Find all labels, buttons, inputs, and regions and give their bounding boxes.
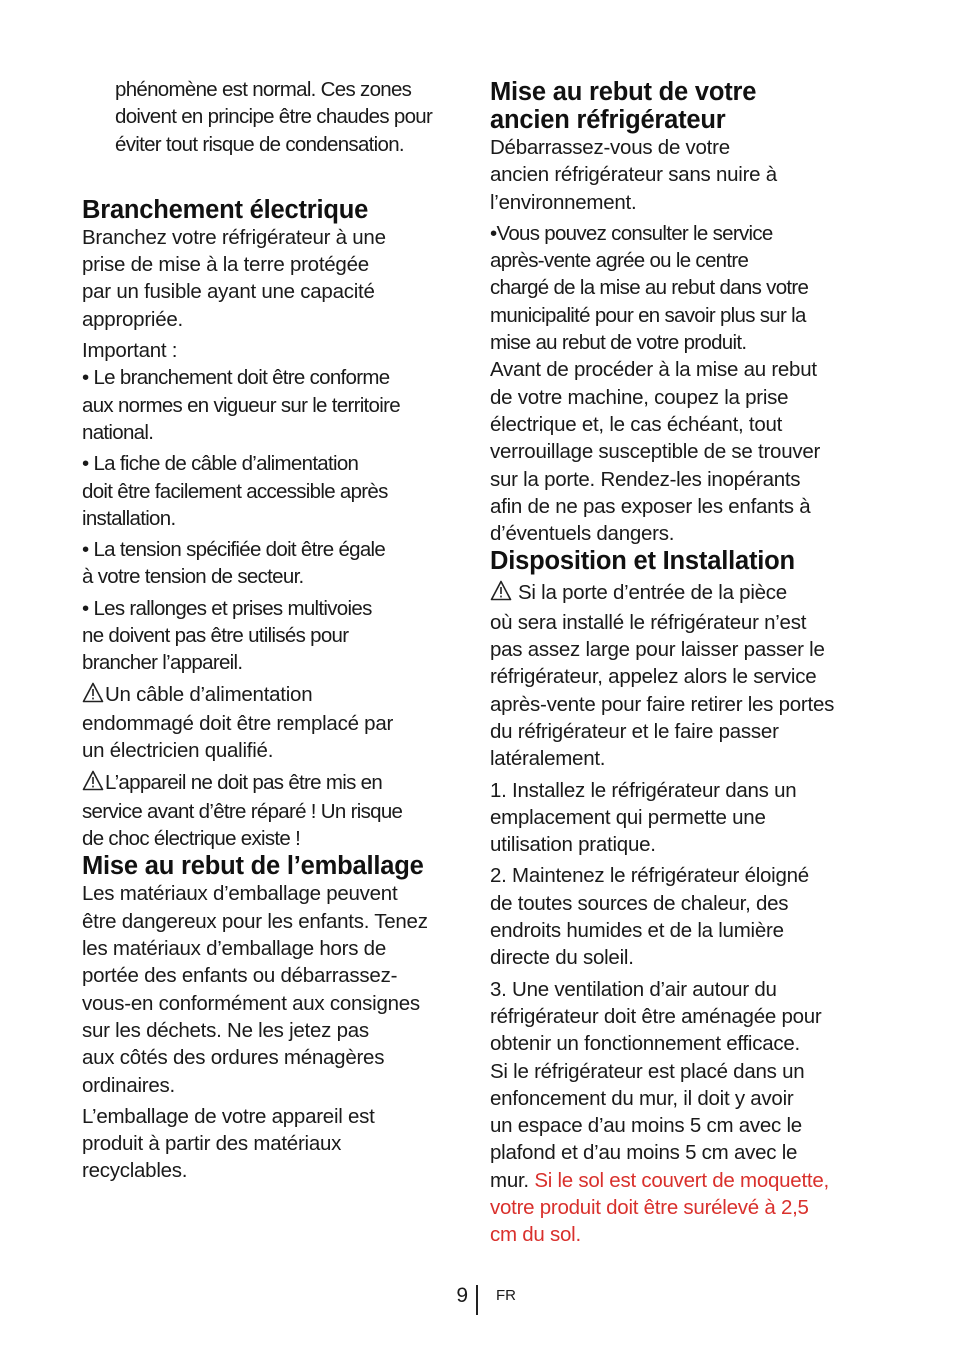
carpet-note: Si le sol est couvert de moquette, <box>534 1168 829 1192</box>
emballage-paragraph-2: L’emballage de votre appareil est produit à partir des matériaux recyclables. <box>82 1104 375 1183</box>
bullet-voltage: • La tension spécifiée doit être égale à votre tension de secteur. <box>82 538 386 589</box>
step-2: 2. Maintenez le réfrigérateur éloigné de toutes sources de chaleur, des endroits humides et de la lumière directe du soleil. <box>490 864 809 970</box>
page-footer <box>0 1282 954 1322</box>
right-column <box>490 76 880 1249</box>
warning-triangle-icon <box>82 682 104 710</box>
disposition-warning: Si la porte d’entrée de la pièce où sera installé le réfrigérateur n’est pas assez large pour laisser passer le réfrigérateur, appelez alors le service après-vente pour faire retirer les portes du réfrigérateur et le faire passer latéralement. <box>490 581 835 771</box>
important-label: Important : <box>82 339 178 363</box>
warning-repair: L’appareil ne doit pas être mis en service avant d’être réparé ! Un risque de choc électrique existe ! <box>82 770 403 851</box>
warning-damaged-cable: Un câble d’alimentation endommagé doit être remplacé par un électricien qualifié. <box>82 682 394 763</box>
rebut-bullet-service: •Vous pouvez consulter le service après-vente agrée ou le centre chargé de la mise au rebut dans votre municipalité pour en savoir plus sur la mise au rebut de votre produit. <box>490 221 809 355</box>
footer-divider <box>476 1285 478 1315</box>
heading-branchement: Branchement électrique <box>82 195 369 224</box>
carpet-note: votre produit doit être surélevé à 2,5 <box>490 1195 809 1219</box>
branchement-intro: Branchez votre réfrigérateur à une prise de mise à la terre protégée par un fusible ayant une capacité appropriée. <box>82 225 386 331</box>
continuation-paragraph: phénomène est normal. Ces zones doivent en principe être chaudes pour éviter tout risque de condensation. <box>115 78 433 156</box>
warning-triangle-icon <box>490 580 512 608</box>
left-column <box>82 76 468 1185</box>
step-3: 3. Une ventilation d’air autour du réfrigérateur doit être aménagée pour obtenir un fonctionnement efficace. Si le réfrigérateur est placé dans un enfoncement du mur, il doit y avoir un espace d’au moins 5 cm avec le plafond et d’au moins 5 cm avec le mur. Si le sol est couvert de moquette, votre produit doit être surélevé à 2,5 cm du sol. <box>490 976 880 1249</box>
emballage-paragraph-1: Les matériaux d’emballage peuvent être dangereux pour les enfants. Tenez les matériaux d’emballage hors de portée des enfants ou débarrassez- vous-en conformément aux consignes sur les déchets. Ne les jetez pas aux côtés des ordures ménagères ordinaires. <box>82 882 428 1097</box>
page-number: 9 <box>456 1284 468 1307</box>
rebut-paragraph-2: Avant de procéder à la mise au rebut de votre machine, coupez la prise électrique et, le cas échéant, tout verrouillage susceptible de se trouver sur la porte. Rendez-les inopérants afin de ne pas exposer les enfants à d’éventuels dangers. <box>490 358 821 546</box>
heading-rebut-line2: ancien réfrigérateur <box>490 106 726 134</box>
heading-emballage: Mise au rebut de l’emballage <box>82 852 424 881</box>
carpet-note: cm du sol. <box>490 1223 581 1247</box>
language-code: FR <box>496 1287 516 1304</box>
bullet-extensions: • Les rallonges et prises multivoies ne doivent pas être utilisés pour brancher l’appareil. <box>82 596 372 675</box>
heading-rebut-line1: Mise au rebut de votre <box>490 78 757 106</box>
bullet-plug: • La fiche de câble d’alimentation doit être facilement accessible après installation. <box>82 452 388 530</box>
step-1: 1. Installez le réfrigérateur dans un emplacement qui permette une utilisation pratique. <box>490 778 797 857</box>
heading-disposition: Disposition et Installation <box>490 547 795 576</box>
warning-triangle-icon <box>82 770 104 798</box>
bullet-conformity: • Le branchement doit être conforme aux normes en vigueur sur le territoire national. <box>82 366 400 444</box>
rebut-paragraph-1: Débarrassez-vous de votre ancien réfrigérateur sans nuire à l’environnement. <box>490 136 777 214</box>
